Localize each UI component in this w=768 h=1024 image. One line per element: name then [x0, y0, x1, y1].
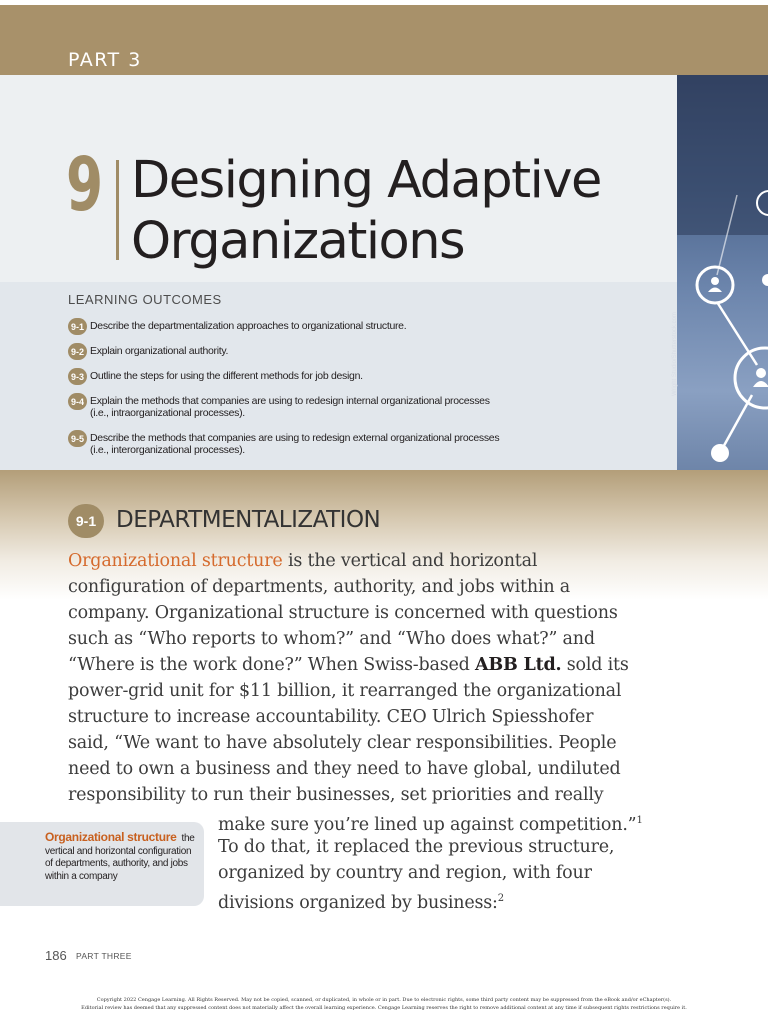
running-footer: PART THREE [76, 951, 132, 961]
copyright-line: Editorial review has deemed that any suppressed content does not materially affect the overall learning experience. Cengage Learning reserves the right to remove additional content at any time if subsequent rights restrictions require it. [81, 1005, 687, 1011]
definition-term: Organizational structure [45, 830, 177, 844]
definition-text [45, 831, 200, 883]
outcome-badge: 9-3 [68, 368, 87, 385]
outcome-item [68, 370, 363, 385]
body-line: structure to increase accountability. CEO Ulrich Spiesshofer [68, 707, 594, 727]
body-text: make sure you’re lined up against competition.” [218, 814, 637, 835]
outcome-item [68, 345, 228, 360]
network-people-icon [677, 75, 768, 470]
body-text: divisions organized by business: [218, 892, 498, 913]
footnote-ref[interactable]: 1 [636, 815, 643, 826]
body-line: organized by country and region, with four [218, 863, 592, 883]
outcome-item [68, 320, 406, 335]
company-name: ABB Ltd. [475, 655, 562, 675]
title-divider [116, 160, 119, 260]
body-line: power-grid unit for $11 billion, it rearranged the organizational [68, 681, 622, 701]
outcome-line: Describe the methods that companies are using to redesign external organizational processes [90, 432, 500, 444]
body-text: sold its [561, 655, 629, 675]
copyright-notice [0, 996, 768, 1012]
outcome-line: Explain organizational authority. [90, 345, 229, 357]
footnote-ref[interactable]: 2 [497, 893, 504, 904]
section-title: DEPARTMENTALIZATION [116, 507, 381, 533]
body-line [68, 548, 537, 574]
outcome-item [68, 395, 490, 419]
body-line: configuration of departments, authority, and jobs within a [68, 577, 571, 597]
chapter-number: 9 [66, 142, 104, 228]
outcome-line: Explain the methods that companies are using to redesign internal organizational processes [90, 395, 490, 407]
outcome-badge: 9-5 [68, 430, 87, 447]
outcome-badge: 9-1 [68, 318, 87, 335]
outcome-text [90, 395, 490, 419]
chapter-title-line: Designing Adaptive [131, 151, 601, 210]
body-line: such as “Who reports to whom?” and “Who does what?” and [68, 629, 595, 649]
outcome-line: (i.e., intraorganizational processes). [90, 407, 245, 419]
chapter-title-line: Organizations [131, 212, 465, 271]
outcome-text [90, 432, 499, 456]
definition-body: the vertical and horizontal configuration of departments, authority, and jobs within a company [45, 833, 195, 882]
outcome-badge: 9-4 [68, 393, 87, 410]
part-label: PART 3 [68, 49, 142, 71]
outcome-text [90, 345, 228, 357]
body-line [218, 886, 504, 916]
copyright-line: Copyright 2022 Cengage Learning. All Rights Reserved. May not be copied, scanned, or duplicated, in whole or in part. Due to electronic rights, some third party content may be suppressed from the eBook and/or eChapter(s). [96, 997, 672, 1003]
outcome-text [90, 320, 406, 332]
photo-credit: Wright Studio/Shutterstock.com [672, 312, 678, 396]
outcome-item [68, 432, 499, 456]
outcome-line: Describe the departmentalization approaches to organizational structure. [90, 320, 407, 332]
body-text: is the vertical and horizontal [282, 551, 538, 571]
outcome-line: Outline the steps for using the different methods for job design. [90, 370, 363, 382]
body-line: company. Organizational structure is concerned with questions [68, 603, 618, 623]
page-number: 186 [45, 948, 67, 963]
outcome-text [90, 370, 363, 382]
body-text: “Where is the work done?” When Swiss-based [68, 655, 476, 675]
body-line [68, 652, 629, 678]
body-line: need to own a business and they need to have global, undiluted [68, 759, 621, 779]
key-term: Organizational structure [68, 551, 283, 571]
outcome-line: (i.e., interorganizational processes). [90, 444, 245, 456]
section-number-badge: 9-1 [68, 504, 104, 538]
body-line: responsibility to run their businesses, set priorities and really [68, 785, 604, 805]
chapter-title [131, 150, 601, 272]
chapter-photo [677, 75, 768, 470]
body-line: said, “We want to have absolutely clear responsibilities. People [68, 733, 617, 753]
learning-outcomes-heading: LEARNING OUTCOMES [68, 292, 222, 307]
body-line: To do that, it replaced the previous structure, [218, 837, 615, 857]
outcome-badge: 9-2 [68, 343, 87, 360]
